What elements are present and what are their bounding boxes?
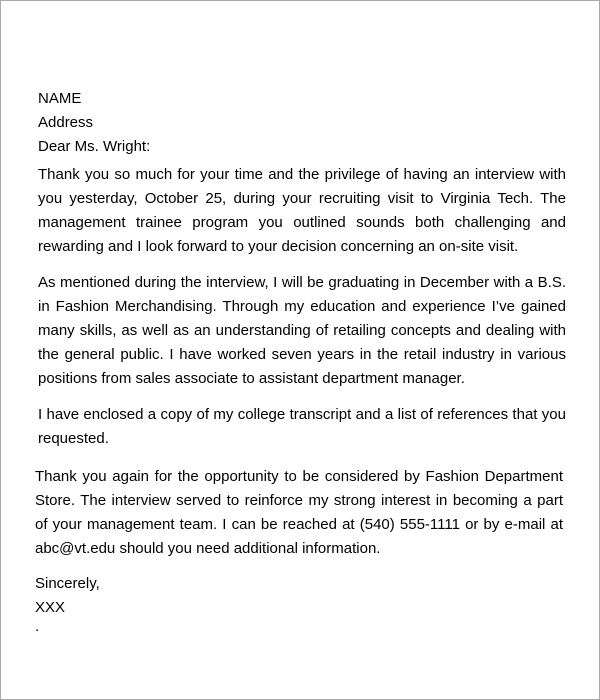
- letter-closing: [35, 572, 100, 620]
- salutation: Dear Ms. Wright:: [38, 138, 151, 155]
- closing-phrase: Sincerely,: [35, 575, 100, 592]
- paragraph-qualifications: As mentioned during the interview, I will be graduating in December with a B.S. in Fashion Merchandising. Through my education and experience I’ve gained many skills, as well as an understanding of retailing concepts and dealing with the general public. I have worked seven years in the retail industry in various positions from sales associate to assistant department manager.: [38, 274, 566, 387]
- paragraph-thank-you: Thank you so much for your time and the privilege of having an interview with you yesterday, October 25, during your recruiting visit to Virginia Tech. The management trainee program you outlined sounds both challenging and rewarding and I look forward to your decision concerning an on-site visit.: [38, 166, 566, 255]
- letter-header: [38, 87, 150, 159]
- signature: XXX: [35, 599, 66, 616]
- trailing-mark: .: [35, 618, 40, 635]
- paragraph-enclosures: I have enclosed a copy of my college transcript and a list of references that you requested.: [38, 406, 566, 447]
- sender-name: NAME: [38, 90, 82, 107]
- sender-address: Address: [38, 114, 94, 131]
- paragraph-contact: Thank you again for the opportunity to be considered by Fashion Department Store. The interview served to reinforce my strong interest in becoming a part of your management team. I can be reached at (540) 555-1111 or by e-mail at abc@vt.edu should you need additional information.: [35, 468, 563, 557]
